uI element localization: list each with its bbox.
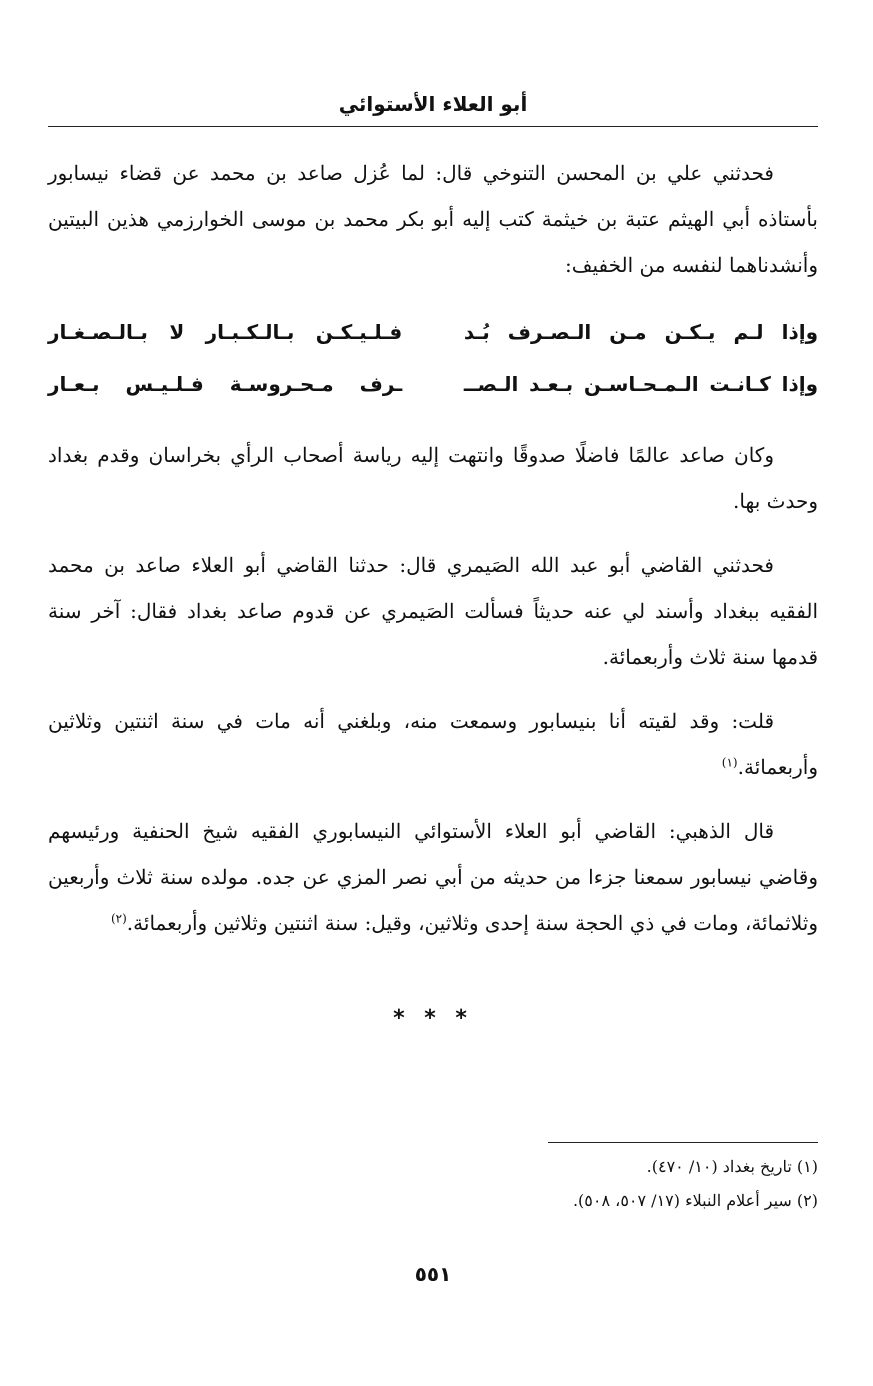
verse-first-hemistich: وإذا لـم يـكـن مـن الـصـرف بُـد <box>463 320 818 344</box>
footnotes <box>48 1150 818 1218</box>
verse <box>48 358 818 410</box>
paragraph-text: قال الذهبي: القاضي أبو العلاء الأستوائي النيسابوري الفقيه شيخ الحنفية ورئيسهم وقاضي نيسابور سمعنا جزءا من حديثه من أبي نصر المزي عن جده. مولده سنة ثلاث وأربعين وثلاثمائة، ومات في ذي الحجة سنة إحدى وثلاثين، وقيل: سنة اثنتين وثلاثين وأربعمائة. <box>48 819 818 935</box>
footnote-marker: (١) <box>721 755 738 770</box>
verse-second-hemistich: فـلـيـكـن بـالـكـبـار لا بـالـصـغـار <box>48 320 403 344</box>
paragraph <box>48 808 818 946</box>
page-number: ٥٥١ <box>414 1262 452 1286</box>
verse-first-hemistich: وإذا كـانـت الـمـحـاسـن بـعـد الـصــ <box>463 372 818 396</box>
verse-second-hemistich: ـرف مـحـروسـة فـلـيـس بـعـار <box>48 372 403 396</box>
running-title: أبو العلاء الأستوائي <box>338 92 528 116</box>
verse <box>48 306 818 358</box>
footnote: (٢) سير أعلام النبلاء (١٧/ ٥٠٧، ٥٠٨). <box>572 1191 818 1210</box>
paragraph: فحدثني القاضي أبو عبد الله الصَيمري قال: حدثنا القاضي أبو العلاء صاعد بن محمد الفقيه ببغداد وأسند لي عنه حديثاً فسألت الصَيمري عن قدوم صاعد بغداد فقال: آخر سنة قدمها سنة ثلاث وأربعمائة. <box>48 553 818 669</box>
main-text <box>48 150 818 964</box>
paragraph-text: قلت: وقد لقيته أنا بنيسابور وسمعت منه، وبلغني أنه مات في سنة اثنتين وثلاثين وأربعمائة. <box>48 709 818 779</box>
footnote-marker: (٢) <box>110 911 127 926</box>
section-separator: * * * <box>393 1006 473 1031</box>
footnote: (١) تاريخ بغداد (١٠/ ٤٧٠). <box>646 1157 818 1176</box>
paragraph: فحدثني علي بن المحسن التنوخي قال: لما عُزل صاعد بن محمد عن قضاء نيسابور بأستاذه أبي الهيثم عتبة بن خيثمة كتب إليه أبو بكر محمد بن موسى الخوارزمي هذين البيتين وأنشدناهما لنفسه من الخفيف: <box>48 161 818 277</box>
footnote-rule <box>548 1142 818 1143</box>
header-rule <box>48 126 818 127</box>
paragraph: وكان صاعد عالمًا فاضلًا صدوقًا وانتهت إليه رياسة أصحاب الرأي بخراسان وقدم بغداد وحدث بها. <box>48 443 818 513</box>
paragraph <box>48 698 818 790</box>
poem <box>48 306 818 410</box>
